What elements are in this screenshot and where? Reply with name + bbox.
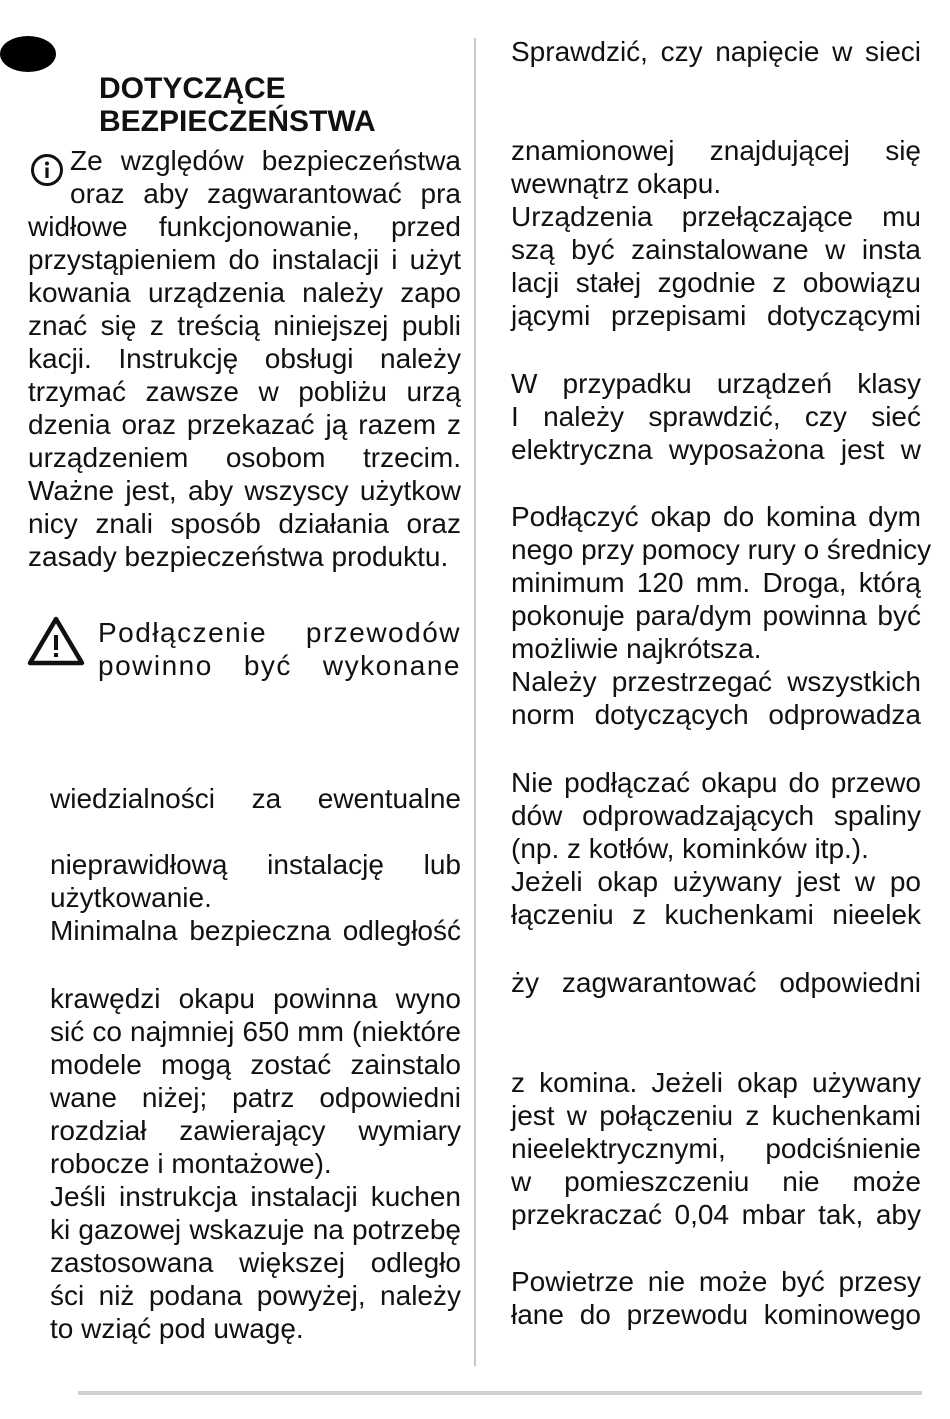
text-line: przystąpieniem do instalacji i użyt <box>28 244 461 275</box>
text-line: nieprawidłową instalację lub <box>50 849 461 880</box>
column-divider <box>474 38 476 1366</box>
text-line: Minimalna bezpieczna odległość <box>50 915 461 946</box>
text-line: nego przy pomocy rury o średnicy <box>511 534 932 565</box>
text-line: z komina. Jeżeli okap używany <box>511 1067 921 1098</box>
section-heading <box>99 72 459 138</box>
text-line: lacji stałej zgodnie z obowiązu <box>511 267 921 298</box>
text-line: Ze względów bezpieczeństwa <box>70 145 461 176</box>
text-line: łączeniu z kuchenkami nieelek <box>511 899 921 930</box>
warning-icon <box>27 615 85 667</box>
text-line: Jeżeli okap używany jest w po <box>511 866 921 897</box>
text-line: znać się z treścią niniejszej publi <box>28 310 461 341</box>
text-line: Podłączenie przewodów <box>98 617 461 648</box>
text-line: wiedzialności za ewentualne <box>50 783 461 814</box>
text-line: łane do przewodu kominowego <box>511 1299 921 1330</box>
text-line: w pomieszczeniu nie może <box>511 1166 921 1197</box>
text-line: widłowe funkcjonowanie, przed <box>28 211 461 242</box>
text-line: minimum 120 mm. Droga, którą <box>511 567 921 598</box>
text-line: dzenia oraz przekazać ją razem z <box>28 409 461 440</box>
text-line: Powietrze nie może być przesy <box>511 1266 921 1297</box>
text-line: jącymi przepisami dotyczącymi <box>511 300 921 331</box>
text-line: Urządzenia przełączające mu <box>511 201 921 232</box>
text-line: zasady bezpieczeństwa produktu. <box>28 541 449 572</box>
text-line: przekraczać 0,04 mbar tak, aby <box>511 1199 921 1230</box>
text-line: kowania urządzenia należy zapo <box>28 277 461 308</box>
text-line: Nie podłączać okapu do przewo <box>511 767 921 798</box>
info-icon <box>30 153 64 187</box>
text-line: to wziąć pod uwagę. <box>50 1313 304 1344</box>
text-line: norm dotyczących odprowadza <box>511 699 921 730</box>
heading-line: BEZPIECZEŃSTWA <box>99 105 376 138</box>
text-line: użytkowanie. <box>50 882 212 913</box>
text-line: wewnątrz okapu. <box>511 168 722 199</box>
text-line: szą być zainstalowane w insta <box>511 234 921 265</box>
text-line: oraz aby zagwarantować pra <box>70 178 461 209</box>
text-line: sić co najmniej 650 mm (niektóre <box>50 1016 461 1047</box>
text-line: (np. z kotłów, kominków itp.). <box>511 833 869 864</box>
text-line: znamionowej znajdującej się <box>511 135 921 166</box>
text-line: Sprawdzić, czy napięcie w sieci <box>511 36 921 67</box>
text-line: urządzeniem osobom trzecim. <box>28 442 461 473</box>
text-line: krawędzi okapu powinna wyno <box>50 983 461 1014</box>
text-line: ki gazowej wskazuje na potrzebę <box>50 1214 461 1245</box>
text-line: Należy przestrzegać wszystkich <box>511 666 921 697</box>
text-line: Podłączyć okap do komina dym <box>511 501 921 532</box>
text-line: dów odprowadzających spaliny <box>511 800 921 831</box>
text-line: zastosowana większej odległo <box>50 1247 461 1278</box>
text-line: jest w połączeniu z kuchenkami <box>511 1100 921 1131</box>
text-line: robocze i montażowe). <box>50 1148 332 1179</box>
text-line: elektryczna wyposażona jest w <box>511 434 921 465</box>
text-line: kacji. Instrukcję obsługi należy <box>28 343 461 374</box>
heading-line: DOTYCZĄCE <box>99 72 286 105</box>
text-line: rozdział zawierający wymiary <box>50 1115 461 1146</box>
text-line: nieelektrycznymi, podciśnienie <box>511 1133 921 1164</box>
text-line: W przypadku urządzeń klasy <box>511 368 921 399</box>
text-line: trzymać zawsze w pobliżu urzą <box>28 376 461 407</box>
text-line: Ważne jest, aby wszyscy użytkow <box>28 475 461 506</box>
text-line: ży zagwarantować odpowiedni <box>511 967 921 998</box>
text-line: pokonuje para/dym powinna być <box>511 600 921 631</box>
text-line: powinno być wykonane <box>98 650 461 681</box>
text-line: modele mogą zostać zainstalo <box>50 1049 461 1080</box>
footer-rule <box>78 1391 922 1395</box>
text-line: nicy znali sposób działania oraz <box>28 508 461 539</box>
text-line: wane niżej; patrz odpowiedni <box>50 1082 461 1113</box>
text-line: Jeśli instrukcja instalacji kuchen <box>50 1181 461 1212</box>
page-corner-tab <box>0 36 56 72</box>
text-line: ści niż podana powyżej, należy <box>50 1280 461 1311</box>
text-line: możliwie najkrótsza. <box>511 633 762 664</box>
text-line: I należy sprawdzić, czy sieć <box>511 401 921 432</box>
